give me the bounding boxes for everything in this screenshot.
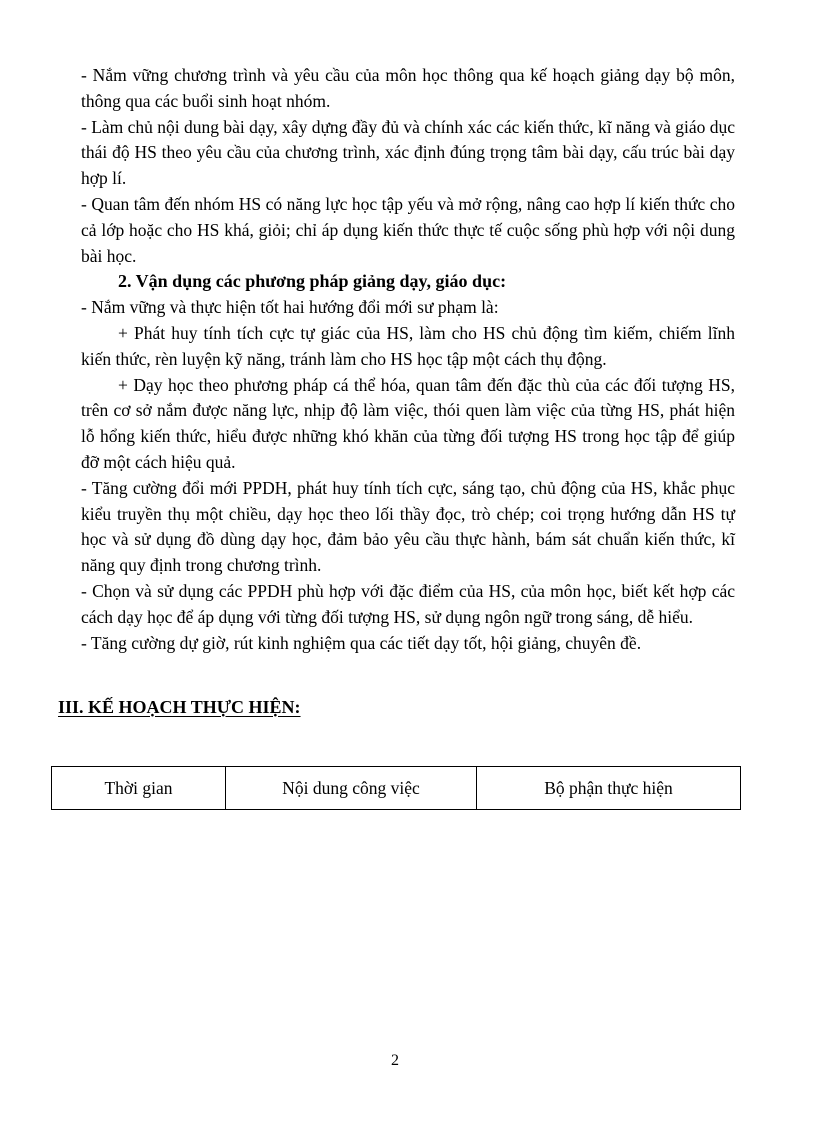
bullet-item: + Phát huy tính tích cực tự giác của HS, làm cho HS chủ động tìm kiếm, chiếm lĩnh kiến thức, rèn luyện kỹ năng, tránh làm cho HS học tập một cách thụ động. — [81, 322, 735, 369]
table-header-cell: Thời gian — [52, 767, 226, 810]
section-title: III. KẾ HOẠCH THỰC HIỆN: — [58, 697, 301, 717]
paragraph: - Tăng cường đổi mới PPDH, phát huy tính tích cực, sáng tạo, chủ động của HS, khắc phục kiểu truyền thụ một chiều, dạy học theo lối thầy đọc, trò chép; coi trọng hướng dẫn HS tự học và sử dụng đồ dùng dạy học, đảm bảo yêu cầu thực hành, bám sát chuẩn kiến thức, kĩ năng quy định trong chương trình. — [81, 477, 735, 576]
table-header-cell: Bộ phận thực hiện — [477, 767, 741, 810]
paragraph: - Chọn và sử dụng các PPDH phù hợp với đặc điểm của HS, của môn học, biết kết hợp các cách dạy học để áp dụng với từng đối tượng HS, sử dụng ngôn ngữ trong sáng, dễ hiểu. — [81, 580, 735, 627]
plan-table — [51, 766, 741, 810]
body-text — [81, 63, 735, 656]
page-number: 2 — [391, 1052, 399, 1069]
bullet-item: + Dạy học theo phương pháp cá thể hóa, quan tâm đến đặc thù của các đối tượng HS, trên cơ sở nắm được năng lực, nhịp độ làm việc, thói quen làm việc của từng HS, phát hiện lỗ hổng kiến thức, hiểu được những khó khăn của từng đối tượng HS trong học tập để giúp đỡ một cách hiệu quả. — [81, 374, 735, 472]
paragraph: - Làm chủ nội dung bài dạy, xây dựng đầy đủ và chính xác các kiến thức, kĩ năng và giáo dục thái độ HS theo yêu cầu của chương trình, xác định đúng trọng tâm bài dạy, cấu trúc bài dạy hợp lí. — [81, 116, 735, 189]
paragraph: - Quan tâm đến nhóm HS có năng lực học tập yếu và mở rộng, nâng cao hợp lí kiến thức cho cả lớp hoặc cho HS khá, giỏi; chỉ áp dụng kiến thức thực tế cuộc sống phù hợp với nội dung bài học. — [81, 193, 735, 266]
table-header-cell: Nội dung công việc — [226, 767, 477, 810]
table-header-row — [52, 767, 741, 810]
subsection-heading: 2. Vận dụng các phương pháp giảng dạy, giáo dục: — [118, 271, 507, 292]
paragraph: - Nắm vững chương trình và yêu cầu của môn học thông qua kế hoạch giảng dạy bộ môn, thông qua các buổi sinh hoạt nhóm. — [81, 65, 735, 111]
paragraph: - Nắm vững và thực hiện tốt hai hướng đổi mới sư phạm là: — [81, 297, 499, 318]
paragraph: - Tăng cường dự giờ, rút kinh nghiệm qua các tiết dạy tốt, hội giảng, chuyên đề. — [81, 632, 642, 653]
